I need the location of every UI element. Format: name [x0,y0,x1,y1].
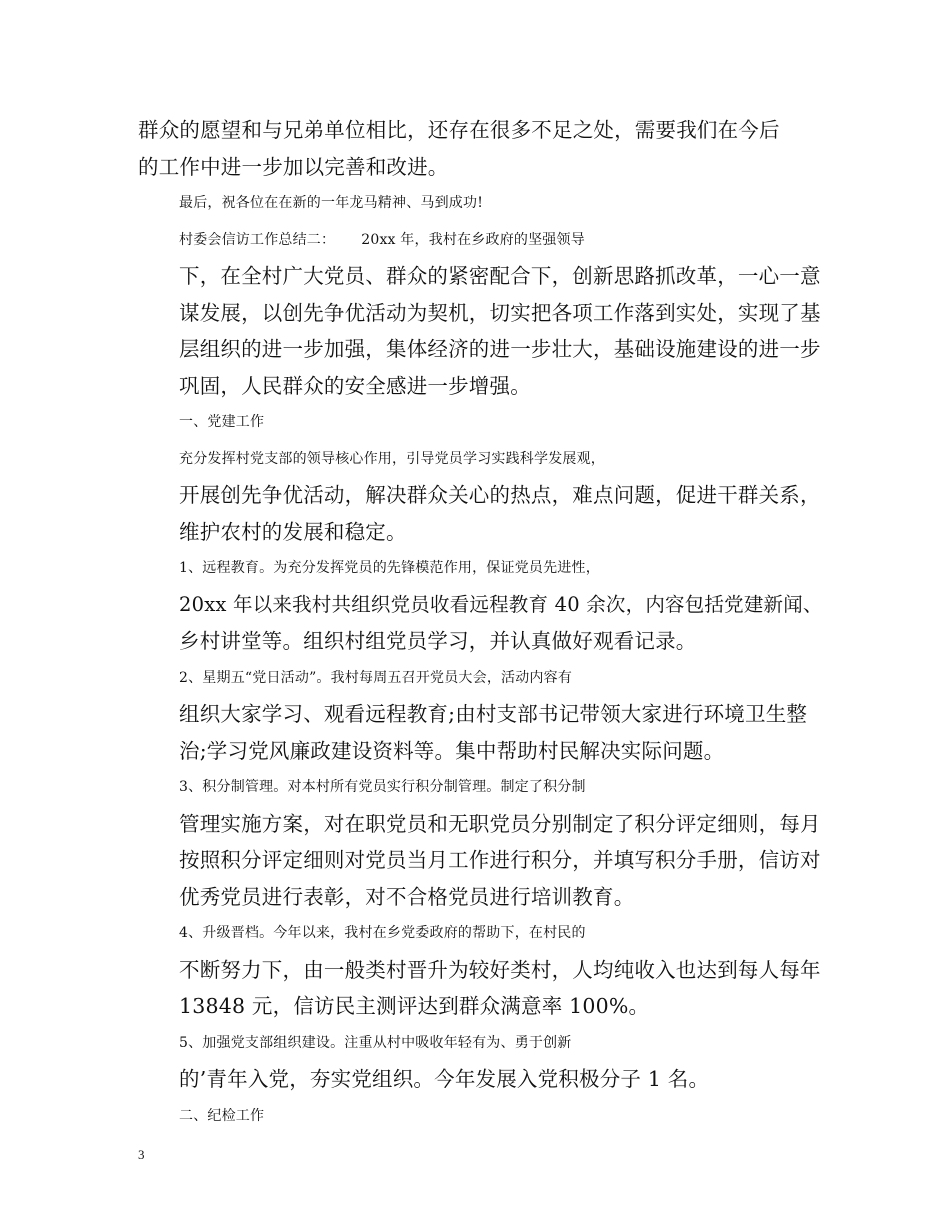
text-line: 5、加强党支部组织建设。注重从村中吸收年轻有为、勇于创新 [179,1034,572,1051]
text-line: 开展创先争优活动，解决群众关心的热点，难点问题，促进干群关系， [179,483,821,507]
paragraph [138,185,823,222]
text-line: 20xx 年以来我村共组织党员收看远程教育 40 余次，内容包括党建新闻、 [179,592,823,616]
paragraph [138,550,823,660]
text-line: 13848 元，信访民主测评达到群众满意率 100%。 [179,994,650,1018]
text-line: 1、远程教育。为充分发挥党员的先锋模范作用，保证党员先进性， [179,560,600,576]
paragraph [138,404,823,441]
paragraph [138,769,823,915]
text-line: 充分发挥村党支部的领导核心作用，引导党员学习实践科学发展观， [179,450,605,467]
text-line: 的’青年入党，夯实党组织。今年发展入党积极分子 1 名。 [179,1067,710,1091]
paragraph [138,1025,823,1098]
text-line: 2、星期五“党日活动”。我村每周五召开党员大会，活动内容有 [179,669,573,686]
paragraph [138,660,823,770]
text-line: 组织大家学习、观看远程教育;由村支部书记带领大家进行环境卫生整 [179,702,808,726]
text-line: 管理实施方案，对在职党员和无职党员分别制定了积分评定细则，每月 [179,811,821,836]
paragraph [138,222,823,405]
text-line: 的工作中进一步加以完善和改进。 [138,154,449,179]
text-line: 层组织的进一步加强，集体经济的进一步壮大，基础设施建设的进一步 [179,337,821,361]
text-line: 下，在全村广大党员、群众的紧密配合下，创新思路抓改革，一心一意 [179,264,821,288]
text-line: 按照积分评定细则对党员当月工作进行积分，并填写积分手册，信访对 [179,848,821,872]
paragraph [138,112,823,185]
text-line: 不断努力下，由一般类村晋升为较好类村，人均纯收入也达到每人每年 [179,957,821,982]
text-line: 村委会信访工作总结二： 20xx 年，我村在乡政府的坚强领导 [179,231,585,248]
text-line: 巩固，人民群众的安全感进一步增强。 [179,373,531,398]
text-line: 群众的愿望和与兄弟单位相比，还存在很多不足之处，需要我们在今后 [138,118,780,142]
paragraph [138,1098,823,1135]
paragraph [138,441,823,551]
paragraph [138,915,823,1025]
text-line: 谋发展，以创先争优活动为契机，切实把各项工作落到实处，实现了基 [179,300,821,325]
text-line: 治;学习党风廉政建设资料等。集中帮助村民解决实际问题。 [179,738,725,763]
text-line: 一、党建工作 [179,414,265,430]
text-line: 3、积分制管理。对本村所有党员实行积分制管理。制定了积分制 [179,779,586,795]
text-line: 4、升级晋档。今年以来，我村在乡党委政府的帮助下，在村民的 [179,925,586,941]
text-line: 最后，祝各位在在新的一年龙马精神、马到成功! [179,195,484,211]
text-line: 二、纪检工作 [179,1107,265,1124]
text-line: 优秀党员进行表彰，对不合格党员进行培训教育。 [179,884,635,909]
text-line: 维护农村的发展和稳定。 [179,519,407,544]
document-body [138,112,823,1134]
text-line: 乡村讲堂等。组织村组党员学习，并认真做好观看记录。 [179,629,697,653]
page-number: 3 [138,1147,145,1162]
